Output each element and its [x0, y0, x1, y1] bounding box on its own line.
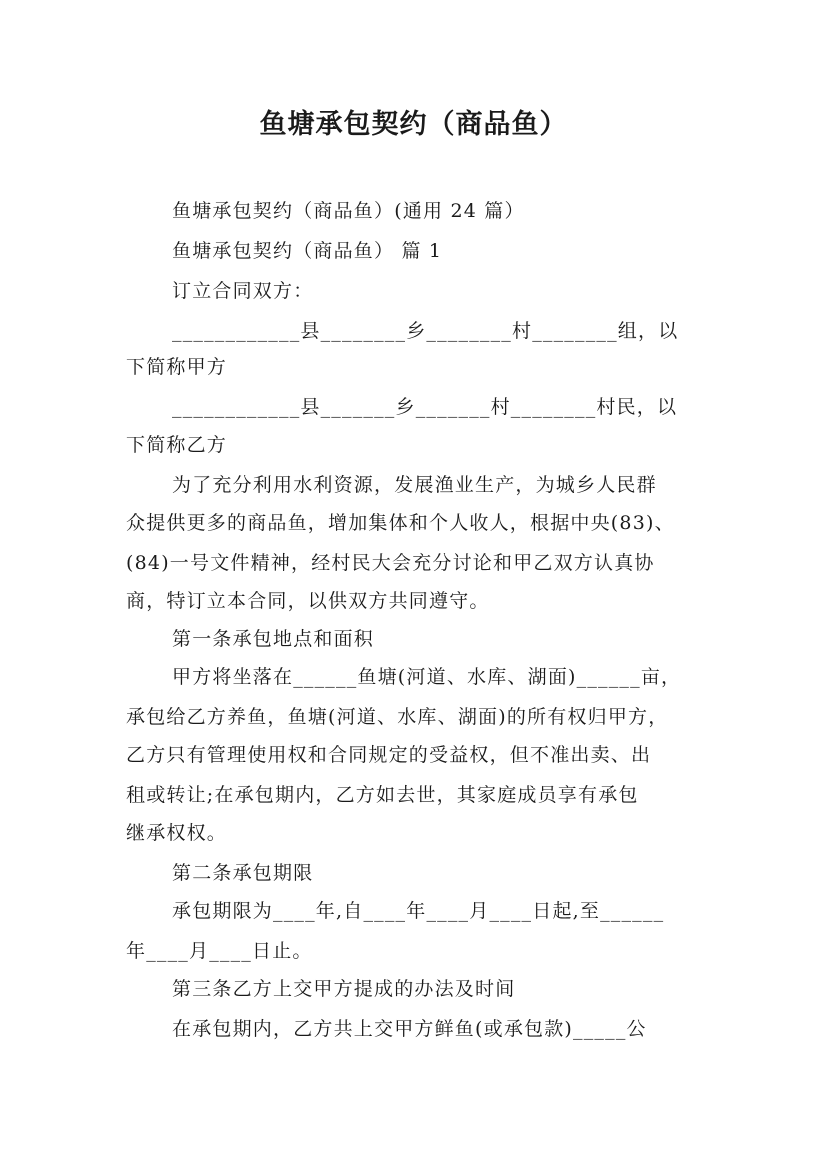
paragraph-line: 承包给乙方养鱼，鱼塘(河道、水库、湖面)的所有权归甲方，: [126, 706, 669, 728]
paragraph-line: 继承权权。: [126, 822, 228, 844]
paragraph-line: (84)一号文件精神，经村民大会充分讨论和甲乙双方认真协: [126, 552, 655, 574]
section-heading: 鱼塘承包契约（商品鱼） 篇 1: [172, 240, 443, 262]
paragraph-line: 下简称甲方: [126, 356, 228, 378]
paragraph-line: 为了充分利用水利资源，发展渔业生产，为城乡人民群: [172, 474, 657, 496]
article-heading: 第二条承包期限: [172, 862, 314, 884]
paragraph-line: 租或转让;在承包期内，乙方如去世，其家庭成员享有承包: [126, 784, 639, 806]
document-title: 鱼塘承包契约（商品鱼）: [259, 109, 568, 140]
paragraph-line: ____________县________乡________村________组，以: [172, 320, 679, 342]
article-heading: 第一条承包地点和面积: [172, 628, 375, 650]
paragraph-line: 承包期限为____年,自____年____月____日起,至______: [172, 900, 665, 922]
article-heading: 第三条乙方上交甲方提成的办法及时间: [172, 978, 516, 1000]
paragraph-line: 商，特订立本合同，以供双方共同遵守。: [126, 590, 490, 612]
paragraph-line: 甲方将坐落在______鱼塘(河道、水库、湖面)______亩，: [172, 666, 682, 688]
subtitle-line: 鱼塘承包契约（商品鱼）(通用 24 篇）: [172, 200, 525, 222]
paragraph-line: ____________县_______乡_______村________村民，以: [172, 396, 678, 418]
paragraph-line: 年____月____日止。: [126, 940, 313, 962]
paragraph-line: 在承包期内，乙方共上交甲方鲜鱼(或承包款)_____公: [172, 1018, 647, 1040]
paragraph-line: 下简称乙方: [126, 434, 228, 456]
paragraph-line: 众提供更多的商品鱼，增加集体和个人收人，根据中央(83)、: [126, 512, 675, 534]
paragraph-line: 订立合同双方：: [172, 280, 314, 302]
paragraph-line: 乙方只有管理使用权和合同规定的受益权，但不准出卖、出: [126, 744, 652, 766]
